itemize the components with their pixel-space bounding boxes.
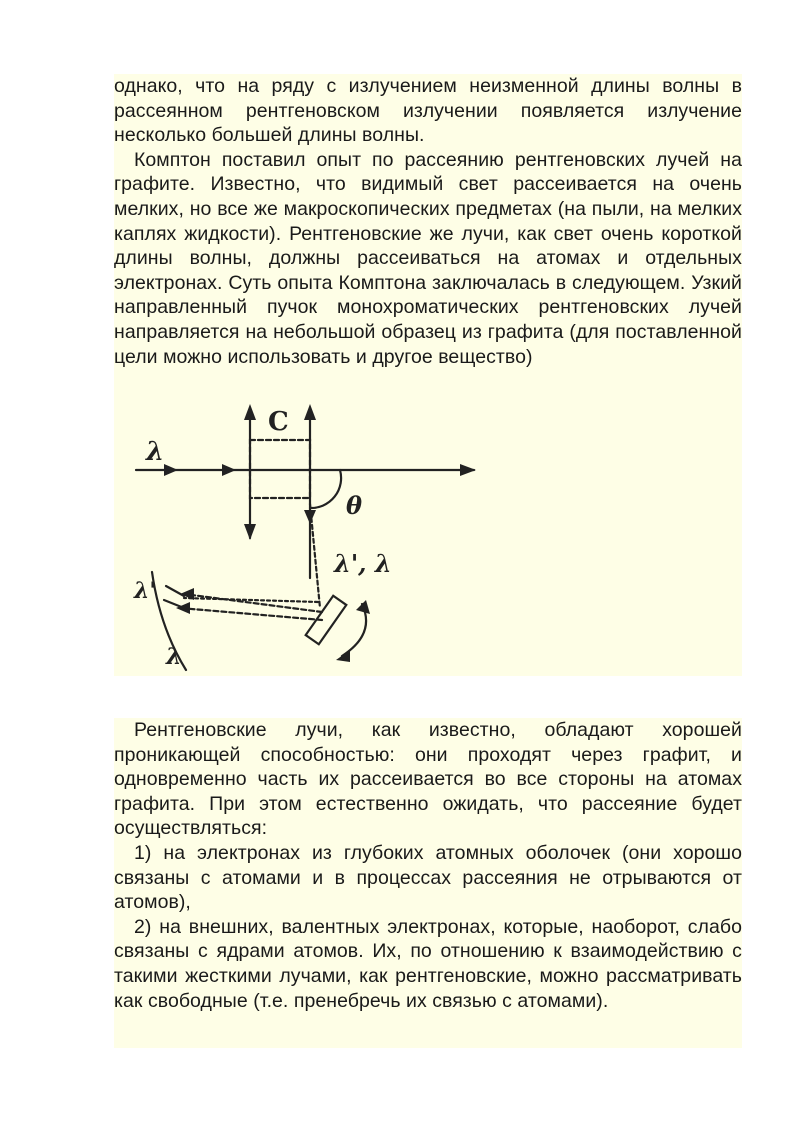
ray-extra [184, 598, 318, 602]
ray-lambda-prime [184, 594, 322, 612]
list-item-2: 2) на внешних, валентных электронах, которые, наоборот, слабо связаны с ядрами атомов. Их, по отношению к взаимодействию с такими жесткими лучами, как рентгеновские, можно рассматривать как свободные (т.е. пренебречь их связью с атомами). [114, 915, 742, 1012]
arrowhead-rotation-bottom [336, 650, 350, 662]
paragraph-continuation: однако, что на ряду с излучением неизменной длины волны в рассеянном рентгеновском излучении появляется излучение несколько большей длины волны. [114, 75, 742, 147]
arrowhead-down-left [244, 524, 256, 540]
label-lambda-prime-screen: λ' [134, 578, 157, 604]
compton-diagram [114, 398, 742, 676]
arrowhead-incident-1 [164, 464, 178, 476]
label-sample-c: C [268, 407, 289, 437]
paragraph-penetration: Рентгеновские лучи, как известно, обладают хорошей проникающей способностью: они проходят через графит, и одновременно часть их рассеивается во все стороны на атомах графита. При этом естественно ожидать, что рассеяние будет осуществляться: [114, 719, 742, 840]
arrowhead-up-left [244, 404, 256, 420]
label-theta: θ [346, 491, 363, 520]
label-scattered-wavelengths: λ', λ [334, 549, 392, 578]
label-lambda-incident: λ [146, 437, 165, 467]
text-block-bottom [114, 718, 742, 1048]
paragraph-compton-experiment: Комптон поставил опыт по рассеянию рентгеновских лучей на графите. Известно, что видимый свет рассеивается на очень мелких, но все же макроскопических предметах (на пыли, на мелких каплях жидкости). Рентгеновские же лучи, как свет очень короткой длины волны, должны рассеиваться на атомах и отдельных электронах. Суть опыта Комптона заключалась в следующем. Узкий направленный пучок монохроматических рентгеновских лучей направляется на небольшой образец из графита (для поставленной цели можно использовать и другое вещество) [114, 148, 742, 368]
list-item-1: 1) на электронах из глубоких атомных оболочек (они хорошо связаны с атомами и в процессах рассеяния не отрываются от атомов), [114, 841, 742, 914]
arrowhead-incident-2 [222, 464, 236, 476]
angle-arc [310, 470, 341, 508]
diagram-svg [114, 398, 742, 676]
arrowhead-transmitted [460, 464, 476, 476]
label-lambda-screen: λ [166, 644, 182, 670]
text-block-top [114, 74, 742, 399]
arrowhead-down-right [304, 510, 316, 524]
arrowhead-rotation-top [356, 600, 370, 614]
arrowhead-screen-2 [176, 602, 190, 614]
arrowhead-up-right [304, 404, 316, 420]
